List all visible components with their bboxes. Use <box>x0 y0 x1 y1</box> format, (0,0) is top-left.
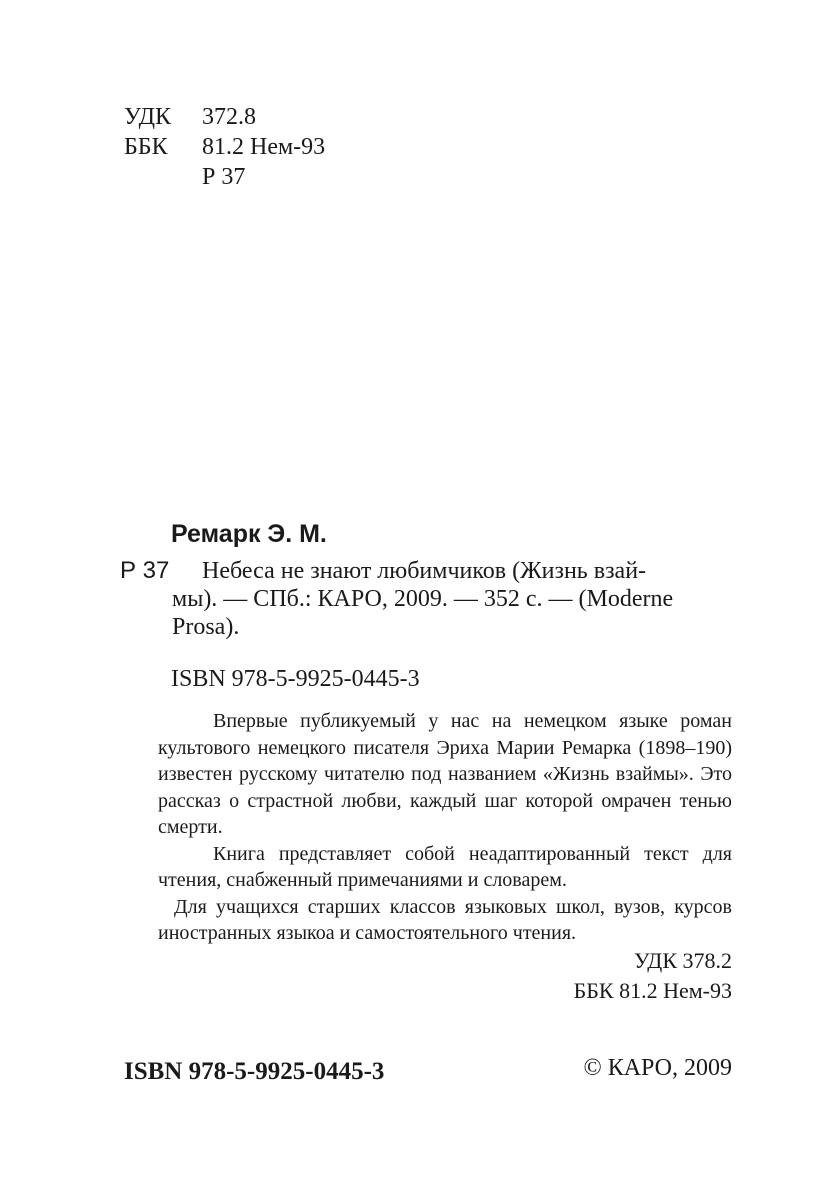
udk-code: УДК 378.2 <box>633 948 732 973</box>
author-mark-value: Р 37 <box>202 164 246 190</box>
entry-title-line: Небеса не знают любимчиков (Жизнь взай- <box>202 558 647 584</box>
annotation-paragraph: Книга представляет собой неадаптированный текст для чтения, снабженный примечаниями и словарем. <box>158 842 732 891</box>
footer-isbn: ISBN 978-5-9925-0445-3 <box>124 1058 385 1085</box>
udk-label: УДК <box>124 104 171 130</box>
udk-value: 372.8 <box>202 104 256 130</box>
author-mark-label <box>124 162 202 192</box>
classification-block <box>124 102 325 192</box>
bbk-label: ББК <box>124 134 168 160</box>
annotation-paragraph: Для учащихся старших классов языковых школ, вузов, курсов иностранных языкоа и самостоятельного чтения. <box>158 895 732 944</box>
copyright: © КАРО, 2009 <box>583 1055 732 1081</box>
author-mark-row <box>124 162 325 192</box>
entry-series-line: Prosa). <box>172 614 240 640</box>
annotation <box>158 708 732 947</box>
bbk-code: ББК 81.2 Нем-93 <box>573 978 732 1003</box>
udk-row <box>124 102 325 132</box>
entry-isbn: ISBN 978-5-9925-0445-3 <box>171 666 420 692</box>
author-mark-code: Р 37 <box>120 557 170 584</box>
entry-continuation-line: мы). — СПб.: КАРО, 2009. — 352 с. — (Moderne <box>172 586 674 612</box>
classification-codes-right <box>574 946 732 1006</box>
bbk-value: 81.2 Нем-93 <box>202 134 326 160</box>
bbk-row <box>124 132 325 162</box>
annotation-paragraph: Впервые публикуемый у нас на немецком языке роман культового немецкого писателя Эриха Марии Ремарка (1898–190) известен русскому читателю под названием «Жизнь взаймы». Это рассказ о страстной любви, каждый шаг которой омрачен тенью смерти. <box>158 710 732 838</box>
author-name: Ремарк Э. М. <box>171 520 327 548</box>
